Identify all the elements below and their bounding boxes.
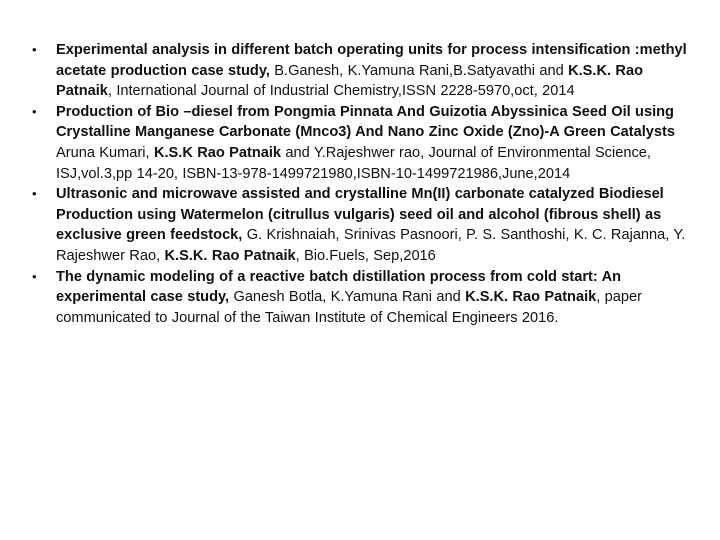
publication-venue: , Bio.Fuels, Sep,2016 xyxy=(295,247,436,264)
publication-authors: Ganesh Botla, K.Yamuna Rani and xyxy=(229,289,466,306)
highlighted-author: K.S.K. Rao Patnaik xyxy=(465,289,597,306)
publication-title: Ultrasonic and microwave assisted and crystalline Mn(II) carbonate catalyzed Biodiesel Production using Watermelon (citrullus vulgaris) seed oil and alcohol (fibrous shell) as exclusive green feedstock, xyxy=(56,186,664,244)
bullet-icon: • xyxy=(32,186,37,202)
bullet-icon: • xyxy=(32,103,37,119)
publication-venue: , paper communicated to Journal of the Taiwan Institute of Chemical Engineers 2016. xyxy=(56,289,643,326)
publication-title: Experimental analysis in different batch operating units for process intensification :methyl acetate production case study, xyxy=(56,42,687,79)
highlighted-author: K.S.K. Rao Patnaik xyxy=(56,62,643,100)
publication-title: The dynamic modeling of a reactive batch distillation process from cold start: An experimental case study, xyxy=(56,268,622,306)
publication-venue: and Y.Rajeshwer rao, Journal of Environmental Science, ISJ,vol.3,pp 14-20, ISBN-13-978-1499721980,ISBN-10-1499721986,June,2014 xyxy=(56,144,651,182)
publication-title: Production of Bio –diesel from Pongmia Pinnata And Guizotia Abyssinica Seed Oil using Crystalline Manganese Carbonate (Mnco3) And Nano Zinc Oxide (Zno)-A Green Catalysts xyxy=(56,103,676,141)
publication-authors: Aruna Kumari, xyxy=(56,144,154,161)
highlighted-author: K.S.K Rao Patnaik xyxy=(153,144,282,161)
publication-list xyxy=(32,40,697,328)
publication-item xyxy=(32,267,697,329)
publication-item xyxy=(32,102,697,184)
publication-item xyxy=(32,40,697,102)
highlighted-author: K.S.K. Rao Patnaik xyxy=(164,247,296,264)
publication-authors: G. Krishnaiah, Srinivas Pasnoori, P. S. Santhoshi, K. C. Rajanna, Y. Rajeshwer Rao, xyxy=(56,227,686,264)
bullet-icon: • xyxy=(32,42,37,57)
bullet-icon: • xyxy=(32,268,37,284)
publication-venue: , International Journal of Industrial Chemistry,ISSN 2228-5970,oct, 2014 xyxy=(107,83,575,100)
publication-authors: B.Ganesh, K.Yamuna Rani,B.Satyavathi and xyxy=(269,62,569,79)
publication-item xyxy=(32,184,697,266)
